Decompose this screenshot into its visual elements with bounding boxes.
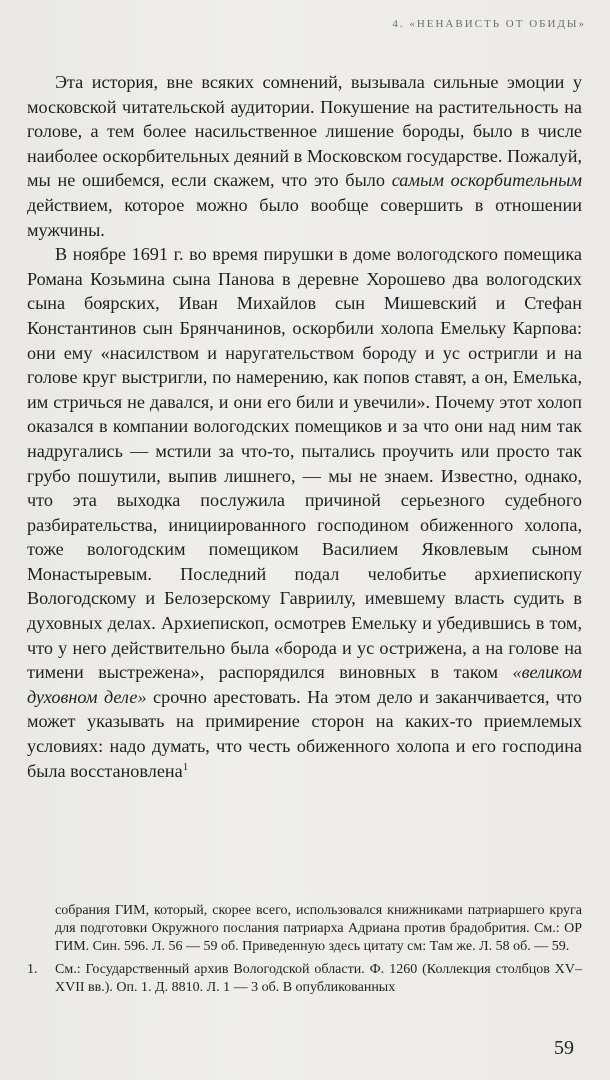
- emphasis: самым оскорбительным: [391, 170, 582, 191]
- paragraph-text: действием, которое можно было вообще совершить в отношении мужчины.: [27, 194, 582, 240]
- main-text: [27, 70, 582, 783]
- paragraph: [27, 70, 582, 242]
- emphasis: «великом духовном деле»: [27, 662, 582, 707]
- paragraph-text: В ноябре 1691 г. во время пирушки в доме вологодского помещика Романа Козьмина сына Панова в деревне Хорошево два вологодских сына боярских, Иван Михайлов сын Мишевский и Стефан Константинов сын Брянчанинов, оскорбили холопа Емельку Карпова: они ему «насилством и наругательством бороду и ус остригли и на голове круг выстригли, по намерению, как попов ставят, а он, Емелька, им стричься не давался, и они его били и увечили». Почему этот холоп оказался в компании вологодских помещиков и за что они над ним так надругались — мстили за что-то, пытались проучить или просто так грубо пошутили, выпив лишнего, — мы не знаем. Известно, однако, что эта выходка послужила причиной серьезного судебного разбирательства, инициированного господином обиженного холопа, тоже вологодским помещиком Василием Яковлевым сыном Монастыревым. Последний подал челобитье архиепископу Вологодскому и Белозерскому Гавриилу, имевшему власть судить в духовных делах. Архиепископ, осмотрев Емельку и убедившись в том, что у него действительно была «борода и ус острижена, а на голове на тимени выстрежена», распорядился виновных в таком: [27, 244, 582, 683]
- paragraph-text: Эта история, вне всяких сомнений, вызывала сильные эмоции у московской читательской аудитории. Покушение на растительность на голове, а тем более насильственное лишение бороды, было в числе наиболее оскорбительных деяний в Московском государстве. Пожалуй, мы не ошибемся, если скажем, что это было: [27, 72, 582, 191]
- paragraph-text: срочно арестовать. На этом дело и заканчивается, что может указывать на примирение сторон на каких-то приемлемых условиях: надо думать, что честь обиженного холопа и его господина была восстановлена: [27, 686, 583, 781]
- footnote-number: 1.: [27, 961, 38, 977]
- running-header: 4. «НЕНАВИСТЬ ОТ ОБИДЫ»: [392, 18, 586, 30]
- paragraph: [27, 242, 582, 783]
- footnotes: [27, 902, 582, 997]
- footnote: [27, 961, 582, 997]
- footnote-continuation: собрания ГИМ, который, скорее всего, использовался книжниками патриаршего круга для подготовки Окружного послания патриарха Адриана против брадобрития. См.: ОР ГИМ. Син. 596. Л. 56 — 59 об. Приведенную здесь цитату см: Там же. Л. 58 об. — 59.: [55, 903, 582, 955]
- footnote-reference[interactable]: 1: [182, 760, 189, 773]
- page-number: 59: [554, 1037, 574, 1059]
- footnote-text: См.: Государственный архив Вологодской области. Ф. 1260 (Коллекция столбцов XV–XVII вв.). Оп. 1. Д. 8810. Л. 1 — 3 об. В опубликованных: [55, 961, 582, 995]
